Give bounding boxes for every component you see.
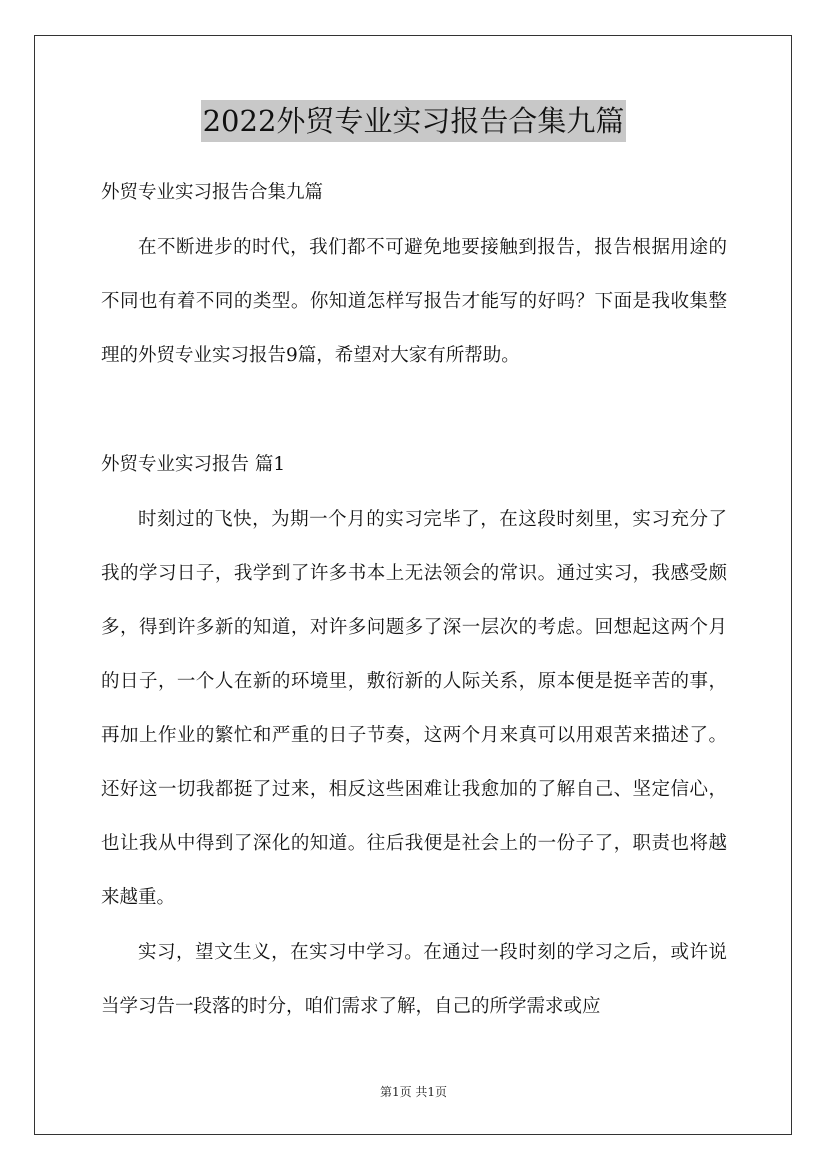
page-footer: 第1页 共1页 (379, 1085, 448, 1099)
document-title: 2022外贸专业实习报告合集九篇 (201, 100, 627, 142)
title-container (0, 100, 827, 142)
body-paragraph-2: 实习，望文生义，在实习中学习。在通过一段时刻的学习之后，或许说当学习告一段落的时分，咱们需求了解，自己的所学需求或应 (101, 942, 727, 1017)
document-subtitle: 外贸专业实习报告合集九篇 (101, 182, 324, 203)
body-paragraph-1: 时刻过的飞快，为期一个月的实习完毕了，在这段时刻里，实习充分了我的学习日子，我学到了许多书本上无法领会的常识。通过实习，我感受颇多，得到许多新的知道，对许多问题多了深一层次的考虑。回想起这两个月的日子，一个人在新的环境里，敷衍新的人际关系，原本便是挺辛苦的事，再加上作业的繁忙和严重的日子节奏，这两个月来真可以用艰苦来描述了。还好这一切我都挺了过来，相反这些困难让我愈加的了解自己、坚定信心，也让我从中得到了深化的知道。往后我便是社会上的一份子了，职责也将越来越重。 (101, 509, 727, 908)
intro-paragraph: 在不断进步的时代，我们都不可避免地要接触到报告，报告根据用途的不同也有着不同的类型。你知道怎样写报告才能写的好吗？下面是我收集整理的外贸专业实习报告9篇，希望对大家有所帮助。 (101, 237, 727, 366)
section-heading: 外贸专业实习报告 篇1 (101, 454, 286, 475)
